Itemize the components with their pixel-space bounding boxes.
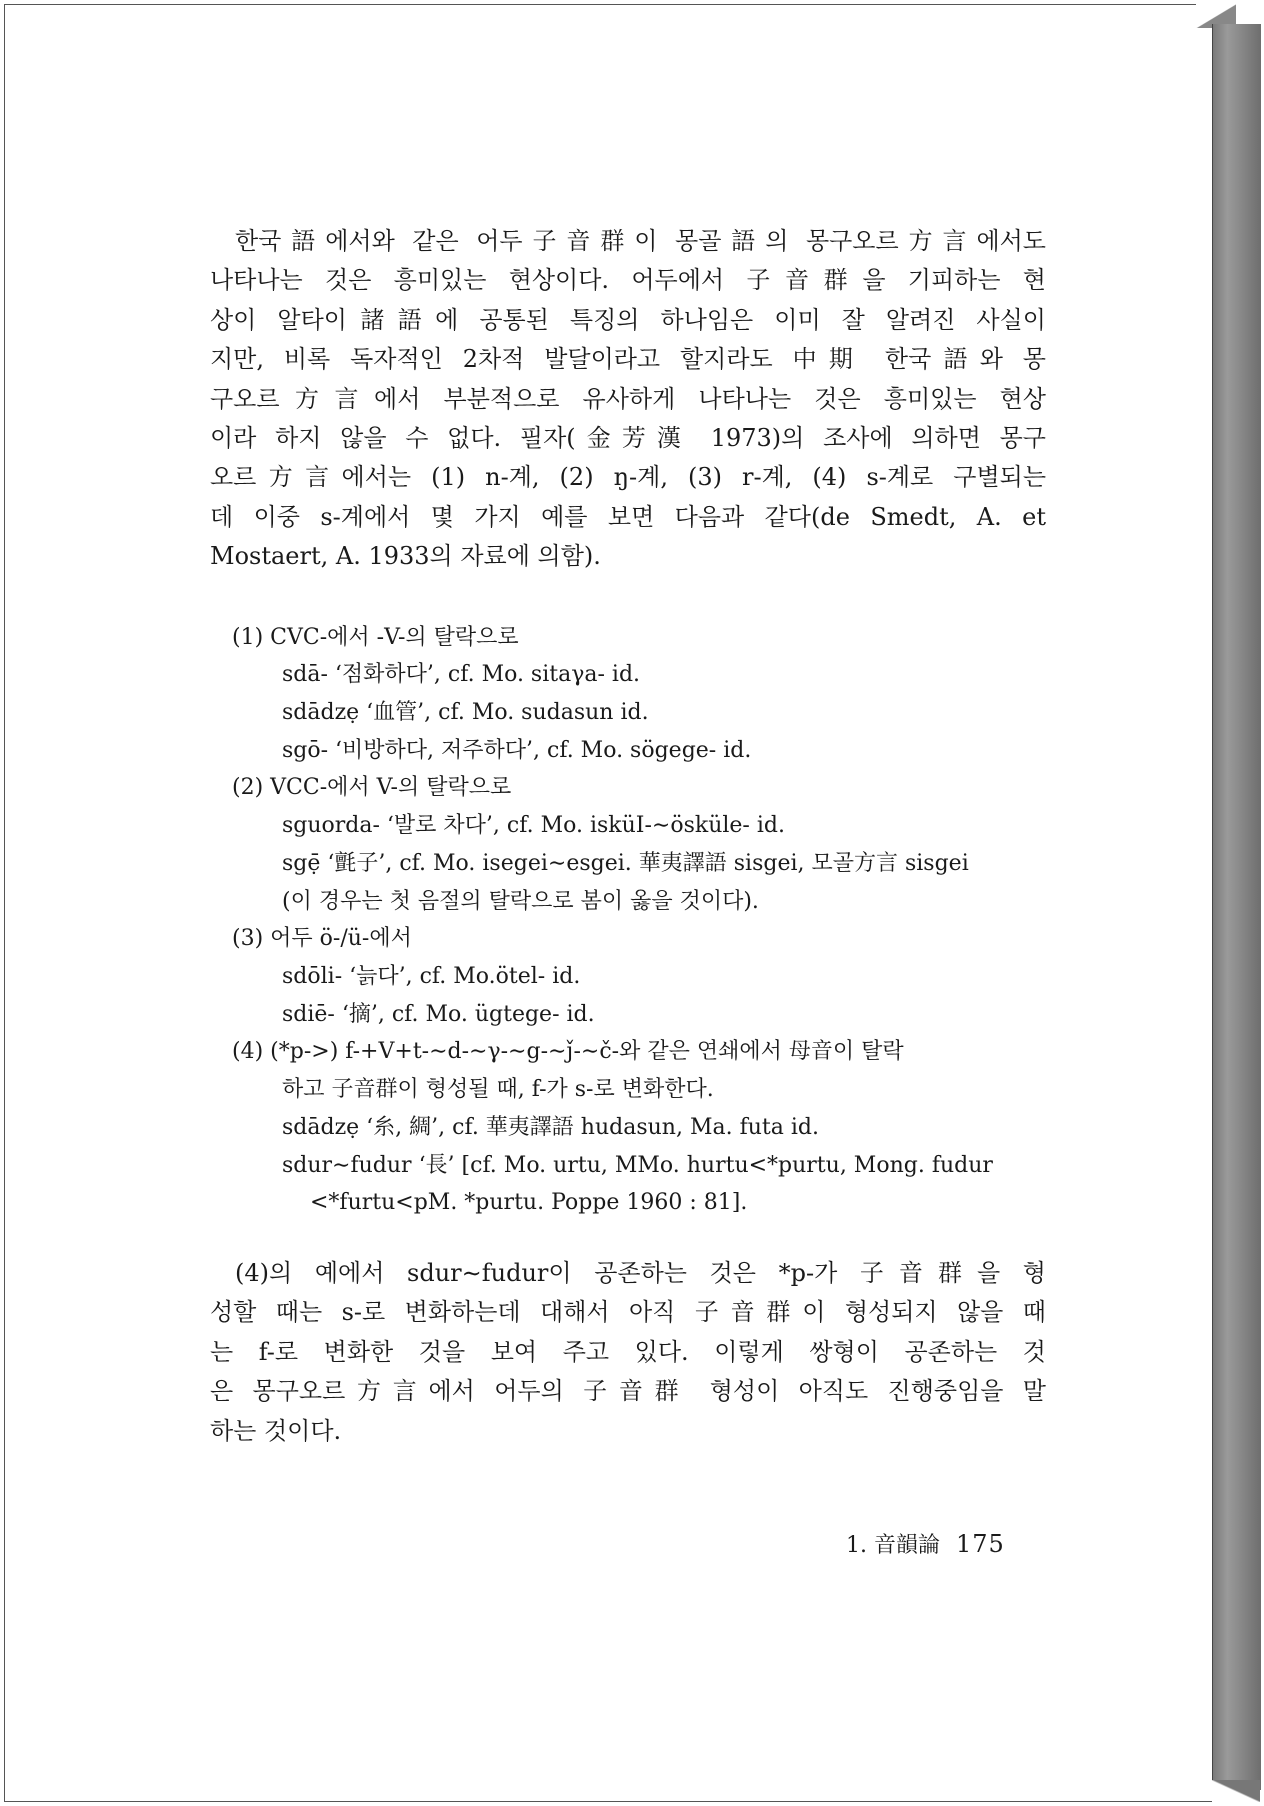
example-heading: (4) (*p->) f-+V+t-∼d-∼γ-∼g-∼ǰ-∼č-와 같은 연쇄에서 母音이 탈락 — [232, 1039, 904, 1065]
paragraph-line: 데 이중 s-계에서 몇 가지 예를 보면 다음과 같다(de Smedt, A. et — [210, 502, 1046, 531]
paragraph-line: 는 f-로 변화한 것을 보여 주고 있다. 이렇게 쌍형이 공존하는 것 — [210, 1337, 1046, 1366]
example-line: sdiē- ‘摘’, cf. Mo. ügtege- id. — [282, 1001, 595, 1027]
paragraph-line: 성할 때는 s-로 변화하는데 대해서 아직 子音群이 형성되지 않을 때 — [210, 1298, 1046, 1327]
paragraph-line: 상이 알타이諸語에 공통된 특징의 하나임은 이미 잘 알려진 사실이 — [210, 305, 1046, 334]
paragraph-2 — [210, 1254, 1046, 1451]
example-line: 하고 子音群이 형성될 때, f-가 s-로 변화한다. — [282, 1077, 714, 1103]
page-corner-bottom — [1212, 1780, 1260, 1802]
example-line: (이 경우는 첫 음절의 탈락으로 봄이 옳을 것이다). — [282, 888, 759, 914]
example-line: sgẹ̄ ‘氈子’, cf. Mo. isegei∼esgei. 華夷譯語 sisgei, 모골方言 sisgei — [282, 850, 969, 876]
example-heading: (2) VCC-에서 V-의 탈락으로 — [232, 775, 512, 801]
example-line: sdur∼fudur ‘長’ [cf. Mo. urtu, MMo. hurtu<*purtu, Mong. fudur — [282, 1152, 993, 1178]
example-line: sdādzẹ ‘血管’, cf. Mo. sudasun id. — [282, 700, 649, 726]
paragraph-line: 하는 것이다. — [210, 1416, 342, 1445]
paragraph-line: (4)의 예에서 sdur∼fudur이 공존하는 것은 *p-가 子音群을 형 — [235, 1258, 1046, 1287]
paragraph-line: 오르方言에서는 (1) n-계, (2) ŋ-계, (3) r-계, (4) s-계로 구별되는 — [210, 463, 1046, 492]
paragraph-line: Mostaert, A. 1933의 자료에 의함). — [210, 542, 601, 571]
paragraph-line: 지만, 비록 독자적인 2차적 발달이라고 할지라도 中期 한국語와 몽 — [210, 345, 1046, 374]
example-heading: (1) CVC-에서 -V-의 탈락으로 — [232, 624, 519, 650]
page-footer — [846, 1528, 1005, 1559]
paragraph-1 — [210, 222, 1046, 577]
example-line: sdā- ‘점화하다’, cf. Mo. sitaγa- id. — [282, 662, 641, 688]
example-line: sgō- ‘비방하다, 저주하다’, cf. Mo. sögege- id. — [282, 737, 752, 763]
paragraph-line: 나타나는 것은 흥미있는 현상이다. 어두에서 子音群을 기피하는 현 — [210, 266, 1046, 295]
running-section-title: 1. 音韻論 — [846, 1533, 940, 1558]
page-number: 175 — [955, 1530, 1005, 1558]
book-edge — [1212, 24, 1261, 1790]
example-heading: (3) 어두 ö-/ü-에서 — [232, 926, 412, 952]
paragraph-line: 구오르方言에서 부분적으로 유사하게 나타나는 것은 흥미있는 현상 — [210, 384, 1046, 413]
page-content — [210, 222, 1046, 1451]
paragraph-line: 은 몽구오르方言에서 어두의 子音群 형성이 아직도 진행중임을 말 — [210, 1377, 1046, 1406]
example-line: sdādzẹ ‘糸, 綢’, cf. 華夷譯語 hudasun, Ma. futa id. — [282, 1114, 819, 1140]
example-line: <*furtu<pM. *purtu. Poppe 1960 : 81]. — [310, 1190, 748, 1216]
example-list — [210, 619, 1046, 1222]
example-line: sguorda- ‘발로 차다’, cf. Mo. isküI-∼ösküle- id. — [282, 813, 785, 839]
paragraph-line: 한국語에서와 같은 어두子音群이 몽골語의 몽구오르方言에서도 — [235, 227, 1046, 255]
paragraph-line: 이라 하지 않을 수 없다. 필자(金芳漢 1973)의 조사에 의하면 몽구 — [210, 424, 1046, 453]
example-line: sdōli- ‘늙다’, cf. Mo.ötel- id. — [282, 963, 581, 989]
